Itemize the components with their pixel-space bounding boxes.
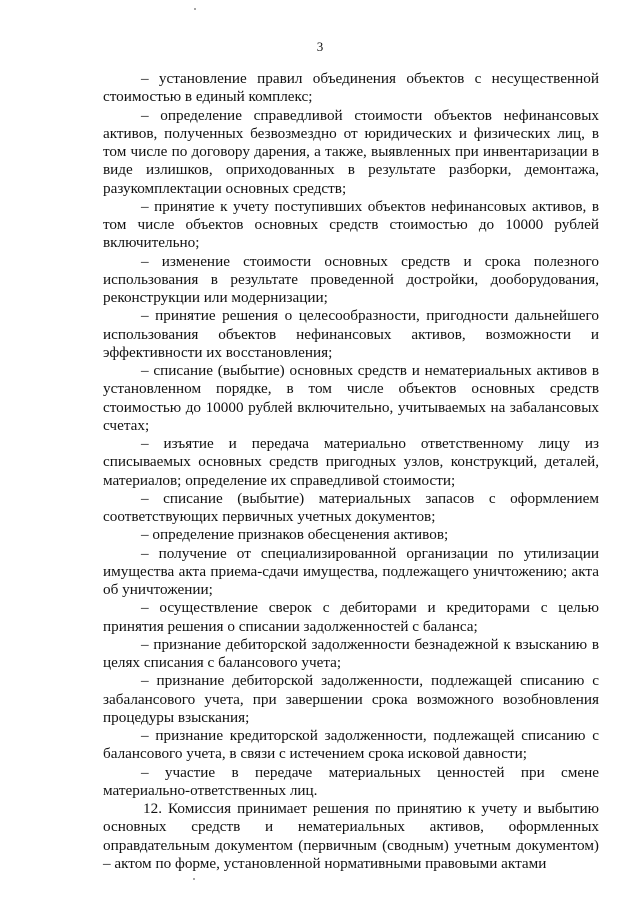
- list-item: – принятие к учету поступивших объектов нефинансовых активов, в том числе объектов основных средств стоимостью до 10000 рублей включительно;: [103, 197, 599, 252]
- list-item: – установление правил объединения объектов с несущественной стоимостью в единый комплекс;: [103, 70, 599, 106]
- document-body: [103, 70, 599, 873]
- list-item: – признание дебиторской задолженности безнадежной к взысканию в целях списания с балансового учета;: [103, 635, 599, 671]
- list-item: – изменение стоимости основных средств и срока полезного использования в результате проведенной достройки, дооборудования, реконструкции или модернизации;: [103, 252, 599, 306]
- list-item: – определение справедливой стоимости объектов нефинансовых активов, полученных безвозмездно от юридических и физических лиц, в том числе по договору дарения, а также, выявленных при инвентаризации в виде излишков, оприходованных в результате разборки, демонтажа, разукомплектации основных средств;: [103, 106, 599, 197]
- list-item: – изъятие и передача материально ответственному лицу из списываемых основных средств пригодных узлов, конструкций, деталей, материалов; определение их справедливой стоимости;: [103, 435, 599, 489]
- list-item: – осуществление сверок с дебиторами и кредиторами с целью принятия решения о списании задолженностей с баланса;: [103, 599, 599, 635]
- list-item: – определение признаков обесценения активов;: [141, 526, 449, 544]
- scan-speck: [194, 8, 196, 10]
- scan-speck: [193, 878, 195, 880]
- section-12-paragraph: 12. Комиссия принимает решения по принятию к учету и выбытию основных средств и нематериальных активов, оформленных оправдательным документом (первичным (сводным) учетным документом) – актом по форме, установленной нормативными правовыми актами: [103, 800, 599, 872]
- list-item: – списание (выбытие) материальных запасов с оформлением соответствующих первичных учетных документов;: [103, 489, 599, 525]
- page-number: 3: [316, 39, 324, 54]
- list-item: – списание (выбытие) основных средств и нематериальных активов в установленном порядке, в том числе объектов основных средств стоимостью до 10000 рублей включительно, учитываемых на забалансовых счетах;: [103, 362, 599, 434]
- list-item: – получение от специализированной организации по утилизации имущества акта приема-сдачи имущества, подлежащего уничтожению; акта об уничтожении;: [103, 544, 599, 598]
- list-item: – принятие решения о целесообразности, пригодности дальнейшего использования объектов нефинансовых активов, возможности и эффективности их восстановления;: [103, 307, 599, 361]
- list-item: – участие в передаче материальных ценностей при смене материально-ответственных лиц.: [103, 763, 599, 799]
- list-item: – признание кредиторской задолженности, подлежащей списанию с балансового учета, в связи с истечением срока исковой давности;: [103, 727, 599, 763]
- list-item: – признание дебиторской задолженности, подлежащей списанию с забалансового учета, при завершении срока возможного возобновления процедуры взыскания;: [103, 672, 599, 726]
